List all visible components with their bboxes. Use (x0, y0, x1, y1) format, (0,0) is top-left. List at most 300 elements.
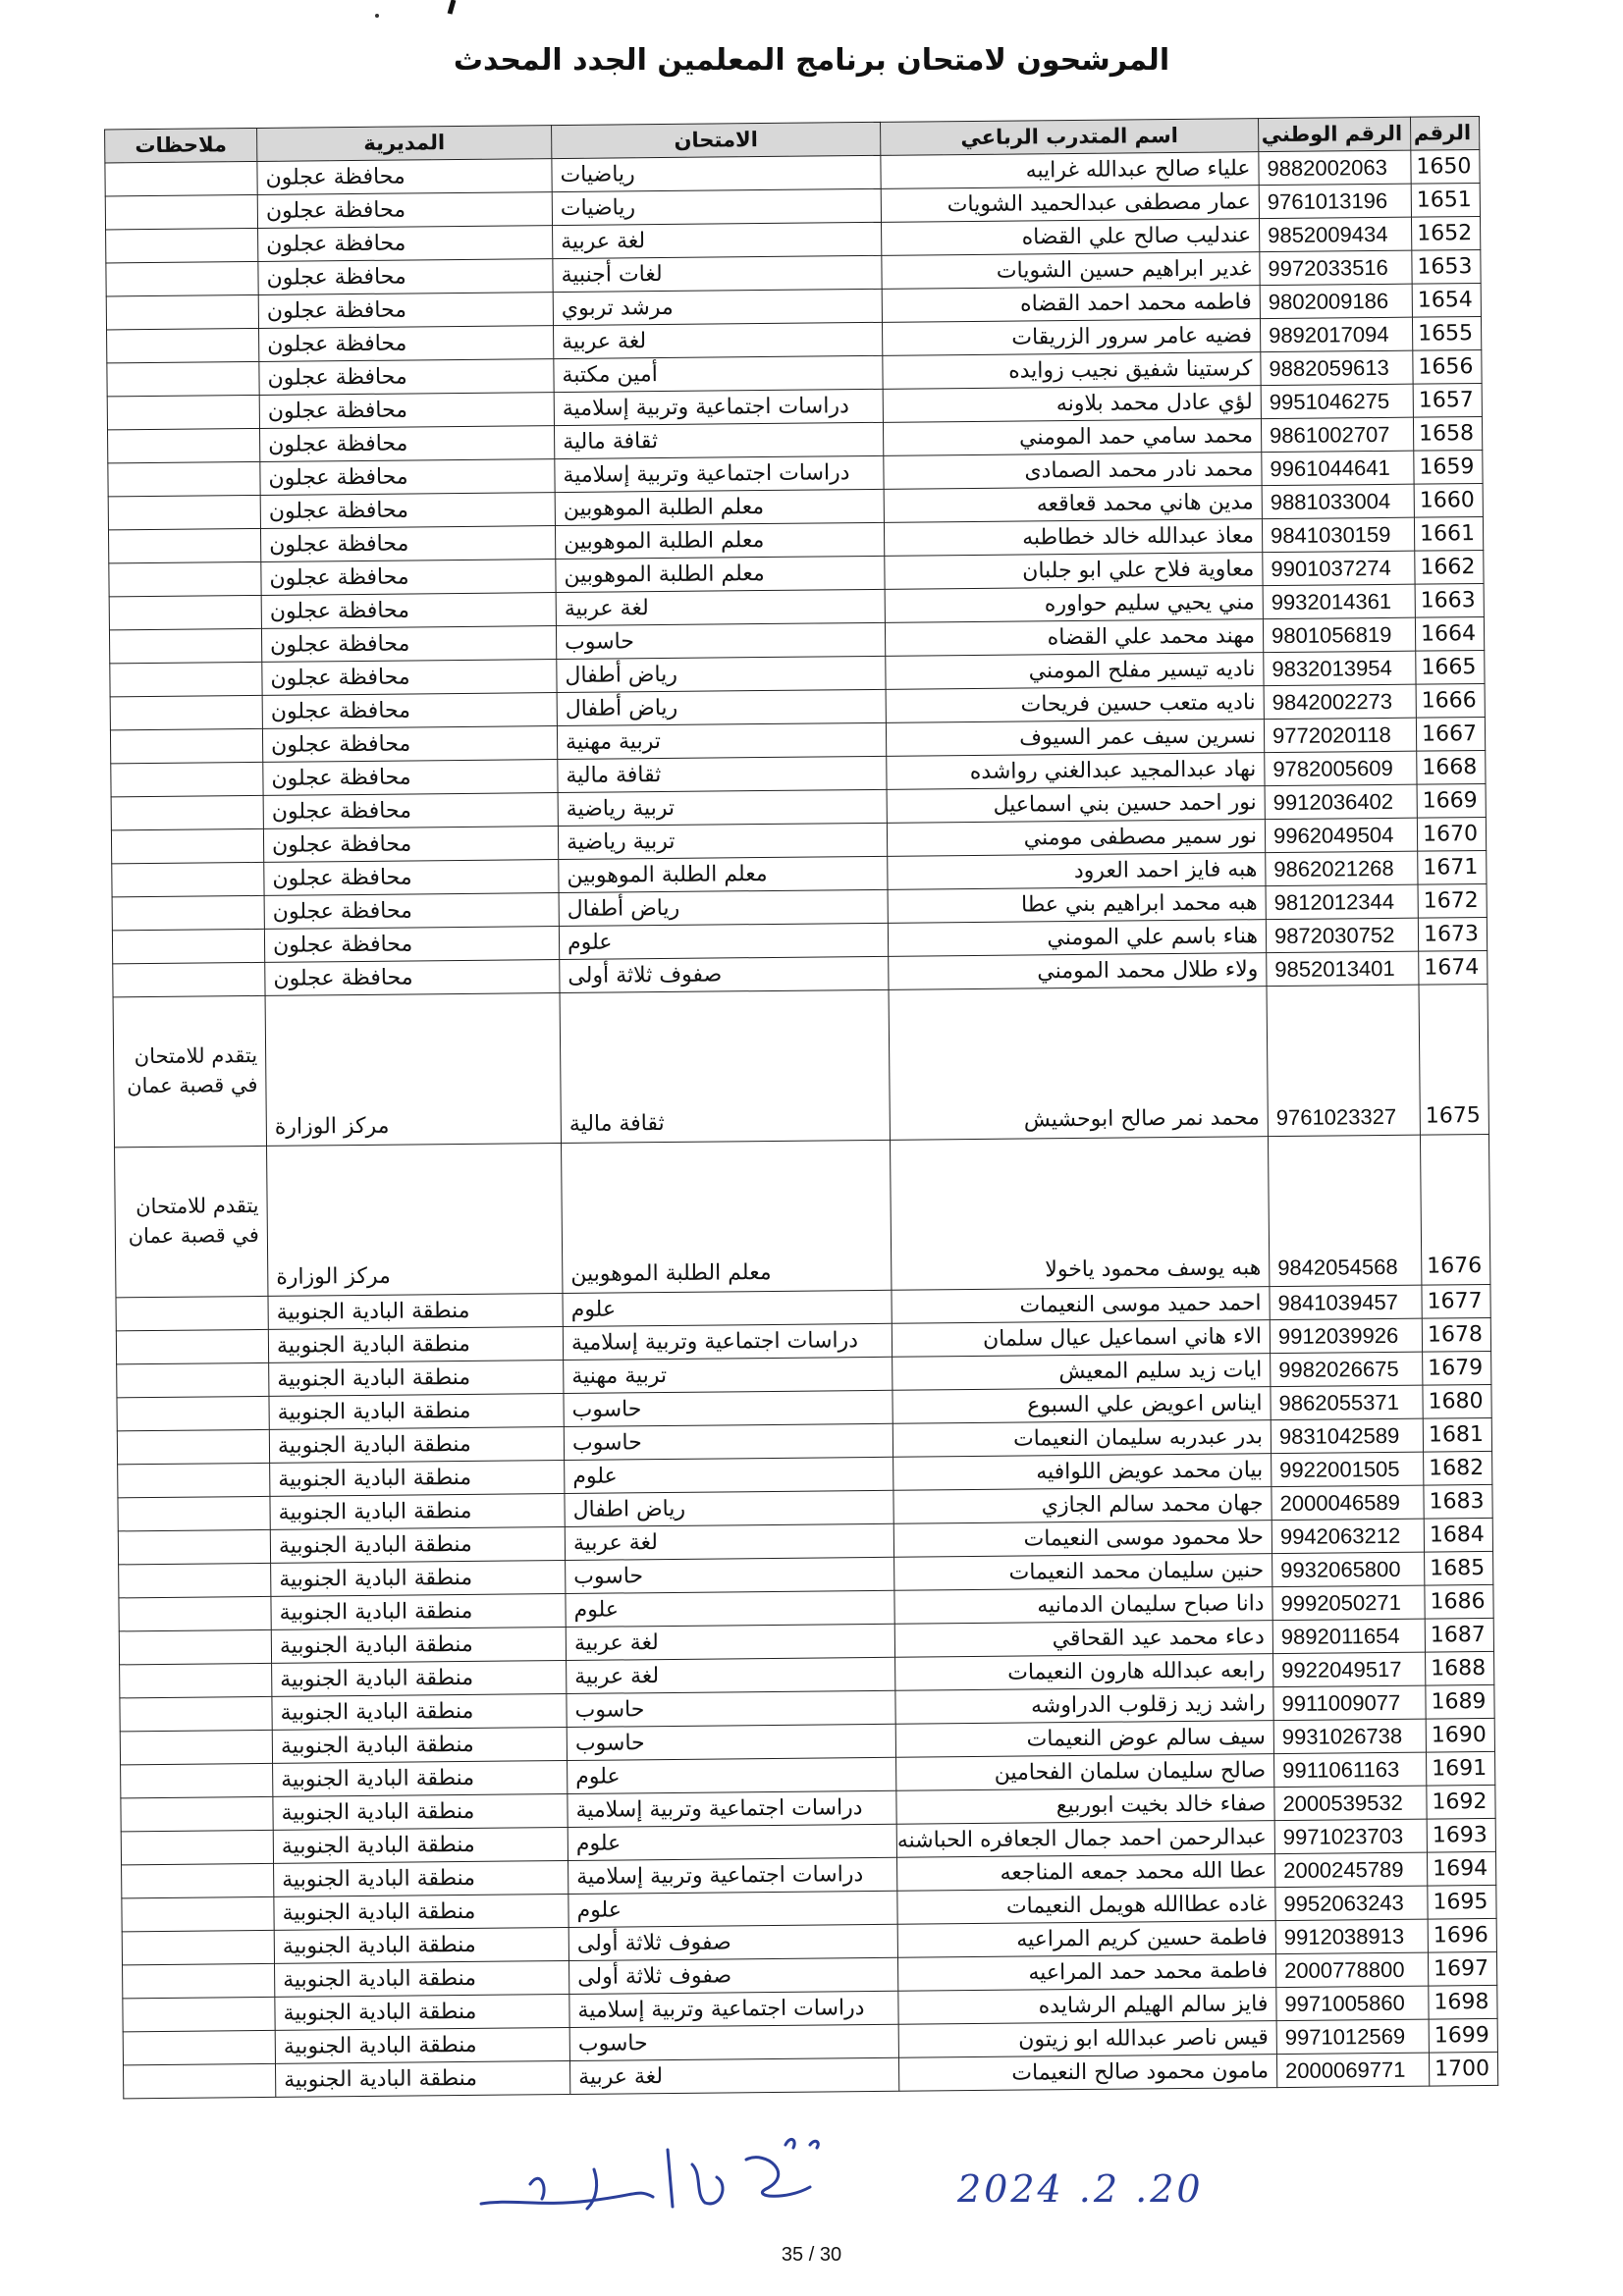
directorate-cell: منطقة البادية الجنوبية (274, 1894, 568, 1930)
trainee-name-cell: مدين هاني محمد قعاقعه (884, 486, 1262, 523)
directorate-cell: محافظة عجلون (258, 293, 553, 329)
exam-cell: معلم الطلبة الموهوبين (562, 1140, 892, 1293)
trainee-name-cell: نهاد عبدالمجيد عبدالغني رواشده (887, 753, 1265, 790)
directorate-cell: منطقة البادية الجنوبية (270, 1527, 565, 1564)
exam-cell: ثقافة مالية (554, 422, 883, 458)
notes-cell (122, 1930, 274, 1964)
directorate-cell: محافظة عجلون (264, 860, 559, 896)
trainee-name-cell: محمد سامي حمد المومني (883, 419, 1261, 456)
exam-cell: لغة عربية (565, 1523, 893, 1560)
exam-cell: دراسات اجتماعية وتربية إسلامية (569, 1991, 898, 2027)
row-number: 1653 (1412, 249, 1481, 284)
trainee-name-cell: بدر عبدربه سليمان النعيمات (893, 1420, 1271, 1458)
directorate-cell: محافظة عجلون (258, 226, 553, 262)
notes-cell (119, 1596, 271, 1630)
exam-cell: دراسات اجتماعية وتربية إسلامية (568, 1857, 897, 1894)
national-id-cell: 9842002273 (1264, 684, 1416, 719)
exam-cell: صفوف ثلاثة أولى (568, 1957, 897, 1994)
row-number: 1662 (1415, 550, 1484, 584)
national-id-cell: 9862055371 (1271, 1385, 1423, 1419)
exam-cell: لغة عربية (553, 222, 882, 258)
national-id-cell: 2000778800 (1275, 1952, 1428, 1987)
trainee-name-cell: الاء هاني اسماعيل عيال سلمان (892, 1320, 1270, 1358)
trainee-name-cell: لؤي عادل محمد بلاونه (883, 386, 1261, 423)
directorate-cell: منطقة البادية الجنوبية (273, 1793, 568, 1830)
directorate-cell: منطقة البادية الجنوبية (272, 1694, 567, 1731)
national-id-cell: 9832013954 (1264, 651, 1416, 685)
trainee-name-cell: عندليب صالح علي القضاه (882, 219, 1260, 256)
row-number: 1694 (1427, 1851, 1495, 1886)
directorate-cell: محافظة عجلون (262, 726, 557, 763)
trainee-name-cell: غدير ابراهيم حسين الشويات (882, 252, 1260, 290)
national-id-cell: 9911009077 (1273, 1685, 1426, 1720)
national-id-cell: 9952063243 (1275, 1886, 1428, 1920)
row-number: 1686 (1425, 1584, 1493, 1619)
national-id-cell: 9841039457 (1270, 1285, 1422, 1319)
directorate-cell: محافظة عجلون (259, 359, 554, 396)
row-number: 1683 (1424, 1484, 1492, 1519)
notes-cell (110, 695, 262, 729)
row-number: 1656 (1413, 349, 1482, 384)
national-id-cell: 2000245789 (1274, 1852, 1427, 1887)
trainee-name-cell: دانا صباح سليمان الدمانيه (894, 1587, 1272, 1625)
row-number: 1668 (1417, 750, 1486, 784)
directorate-cell: محافظة عجلون (260, 459, 555, 496)
directorate-cell: منطقة البادية الجنوبية (272, 1728, 567, 1764)
notes-cell: يتقدم للامتحان في قصبة عمان (115, 1146, 268, 1297)
row-number: 1693 (1427, 1818, 1495, 1852)
exam-cell: علوم (566, 1590, 894, 1627)
trainee-name-cell: قيس ناصر عبدالله ابو زيتون (898, 2021, 1276, 2058)
national-id-cell: 9872030752 (1266, 918, 1418, 952)
row-number: 1685 (1425, 1551, 1493, 1585)
candidates-sheet (105, 116, 1498, 2099)
national-id-cell: 9912039926 (1270, 1318, 1422, 1353)
row-number: 1691 (1427, 1751, 1495, 1786)
trainee-name-cell: هبه فايز احمد العرود (888, 853, 1266, 890)
directorate-cell: منطقة البادية الجنوبية (271, 1628, 566, 1664)
directorate-cell: محافظة عجلون (264, 927, 559, 963)
notes-cell (121, 1796, 273, 1831)
national-id-cell: 9942063212 (1271, 1519, 1424, 1553)
trainee-name-cell: ايناس اعويض علي السبوع (893, 1387, 1271, 1424)
notes-cell (116, 1296, 268, 1330)
notes-cell (105, 161, 257, 195)
notes-cell (112, 929, 264, 963)
notes-cell (108, 495, 260, 529)
row-number: 1677 (1422, 1284, 1490, 1318)
national-id-cell: 9912036402 (1265, 784, 1417, 819)
exam-cell: دراسات اجتماعية وتربية إسلامية (568, 1790, 896, 1827)
trainee-name-cell: دعاء محمد عيد القحاقي (894, 1621, 1272, 1658)
directorate-cell: محافظة عجلون (263, 760, 558, 796)
directorate-cell: منطقة البادية الجنوبية (271, 1594, 566, 1630)
exam-cell: علوم (559, 923, 888, 959)
notes-cell (117, 1362, 269, 1397)
signature-date: 20. 2. 2024 (957, 2167, 1204, 2211)
notes-cell (111, 795, 263, 829)
row-number: 1690 (1426, 1718, 1494, 1752)
trainee-name-cell: فاطمة محمد حمد المراعيه (897, 1954, 1275, 1992)
row-number: 1687 (1425, 1618, 1493, 1652)
exam-cell: رياض أطفال (557, 689, 886, 725)
trainee-name-cell: ايات زيد سليم المعيش (893, 1354, 1271, 1391)
row-number: 1695 (1428, 1885, 1496, 1919)
notes-cell (118, 1463, 270, 1497)
directorate-cell: محافظة عجلون (258, 259, 553, 295)
row-number: 1663 (1415, 583, 1484, 617)
national-id-cell: 9972033516 (1260, 250, 1412, 285)
notes-cell (108, 461, 260, 496)
exam-cell: ثقافة مالية (558, 756, 887, 792)
notes-cell (105, 194, 257, 229)
directorate-cell: محافظة عجلون (259, 426, 554, 462)
exam-cell: علوم (568, 1757, 896, 1793)
notes-cell (122, 1896, 274, 1931)
directorate-cell: منطقة البادية الجنوبية (268, 1294, 563, 1330)
trainee-name-cell: مهند محمد علي القضاه (885, 619, 1263, 657)
page-number: 30 / 35 (781, 2244, 842, 2266)
notes-cell (120, 1696, 272, 1731)
national-id-cell: 9892017094 (1260, 317, 1412, 351)
trainee-name-cell: هناء باسم علي المومني (888, 920, 1266, 957)
trainee-name-cell: جهان محمد سالم الجازي (893, 1487, 1271, 1524)
national-id-cell: 9852009434 (1259, 217, 1411, 251)
exam-cell: رياضيات (552, 188, 881, 225)
row-number: 1655 (1412, 316, 1481, 350)
row-number: 1660 (1414, 483, 1483, 517)
directorate-cell: محافظة عجلون (260, 493, 555, 529)
exam-cell: حاسوب (564, 1390, 893, 1426)
national-id-cell: 9852013401 (1267, 951, 1419, 986)
national-id-cell: 9922049517 (1273, 1652, 1426, 1686)
national-id-cell: 9882059613 (1261, 350, 1413, 385)
row-number: 1665 (1416, 650, 1485, 684)
notes-cell (107, 328, 259, 362)
notes-cell (116, 1329, 268, 1363)
row-number: 1681 (1423, 1417, 1491, 1452)
national-id-cell: 9992050271 (1272, 1585, 1425, 1620)
header-national-id: الرقم الوطني (1259, 117, 1411, 151)
national-id-cell: 9982026675 (1271, 1352, 1423, 1386)
exam-cell: علوم (568, 1824, 896, 1860)
notes-cell (106, 294, 258, 329)
notes-cell (121, 1763, 273, 1797)
exam-cell: لغة عربية (567, 1657, 895, 1693)
notes-cell (119, 1629, 271, 1664)
national-id-cell: 9901037274 (1263, 551, 1415, 585)
national-id-cell: 9882002063 (1259, 150, 1411, 185)
directorate-cell: منطقة البادية الجنوبية (274, 1927, 568, 1963)
notes-cell (113, 962, 265, 996)
notes-cell (119, 1563, 271, 1597)
exam-cell: معلم الطلبة الموهوبين (555, 489, 884, 525)
notes-cell (111, 828, 263, 863)
directorate-cell: منطقة البادية الجنوبية (275, 1994, 569, 2030)
directorate-cell: منطقة البادية الجنوبية (269, 1427, 564, 1464)
notes-cell (123, 1963, 275, 1998)
notes-cell (108, 428, 260, 462)
trainee-name-cell: سيف سالم عوض النعيمات (895, 1721, 1273, 1758)
directorate-cell: محافظة عجلون (264, 893, 559, 930)
exam-cell: حاسوب (566, 1557, 894, 1593)
directorate-cell: محافظة عجلون (260, 526, 555, 562)
trainee-name-cell: حنين سليمان محمد النعيمات (894, 1554, 1272, 1591)
trainee-name-cell: صالح سليمان سلمان الفحامين (896, 1754, 1274, 1791)
national-id-cell: 9842054568 (1268, 1135, 1421, 1286)
national-id-cell: 9761023327 (1267, 985, 1420, 1136)
directorate-cell: منطقة البادية الجنوبية (274, 1860, 568, 1896)
trainee-name-cell: ناديه متعب حسين فريحات (886, 686, 1264, 723)
national-id-cell: 9971005860 (1276, 1986, 1429, 2020)
exam-cell: تربية مهنية (557, 722, 886, 759)
trainee-name-cell: مني يحيي سليم حواوره (885, 586, 1263, 623)
national-id-cell: 9861002707 (1261, 417, 1413, 452)
trainee-name-cell: فايز سالم الهيلم الرشايده (898, 1988, 1276, 2025)
national-id-cell: 9772020118 (1264, 718, 1416, 752)
national-id-cell: 9932065800 (1272, 1552, 1425, 1586)
national-id-cell: 9862021268 (1266, 851, 1418, 885)
row-number: 1689 (1426, 1684, 1494, 1719)
notes-cell (118, 1496, 270, 1530)
national-id-cell: 9962049504 (1265, 818, 1417, 852)
trainee-name-cell: احمد حميد موسى النعيمات (892, 1287, 1270, 1324)
notes-cell (117, 1429, 269, 1464)
exam-cell: رياض أطفال (557, 656, 886, 692)
national-id-cell: 9841030159 (1262, 517, 1414, 552)
directorate-cell: محافظة عجلون (259, 326, 554, 362)
exam-cell: لغة عربية (569, 2057, 898, 2094)
notes-cell: يتقدم للامتحان في قصبة عمان (113, 995, 266, 1147)
directorate-cell: محافظة عجلون (261, 593, 556, 629)
exam-cell: رياضيات (552, 155, 881, 191)
trainee-name-cell: هبه يوسف محمود ياخولا (890, 1137, 1269, 1291)
directorate-cell: محافظة عجلون (259, 393, 554, 429)
exam-cell: لغة عربية (556, 589, 885, 625)
trainee-name-cell: راشد زيد زقلوب الدراوشه (895, 1687, 1273, 1725)
notes-cell (121, 1830, 273, 1864)
trainee-name-cell: هبه محمد ابراهيم بني عطا (888, 886, 1266, 924)
trainee-name-cell: عبدالرحمن احمد جمال الجعافره الحباشنه (896, 1821, 1274, 1858)
exam-cell: حاسوب (567, 1690, 895, 1727)
national-id-cell: 9922001505 (1271, 1452, 1424, 1486)
header-notes: ملاحظات (105, 128, 257, 162)
directorate-cell: منطقة البادية الجنوبية (273, 1827, 568, 1863)
national-id-cell: 9911061163 (1274, 1752, 1427, 1787)
trainee-name-cell: معاوية فلاح علي ابو جلبان (885, 553, 1263, 590)
directorate-cell: منطقة البادية الجنوبية (269, 1361, 564, 1397)
trainee-name-cell: محمد نادر محمد الصمادى (884, 453, 1262, 490)
national-id-cell: 2000046589 (1271, 1485, 1424, 1520)
row-number: 1672 (1418, 883, 1487, 918)
row-number: 1667 (1416, 717, 1485, 751)
notes-cell (109, 628, 261, 663)
row-number: 1688 (1426, 1651, 1494, 1685)
row-number: 1659 (1414, 450, 1483, 484)
page-title: المرشحون لامتحان برنامج المعلمين الجدد المحدث (453, 43, 1170, 78)
exam-cell: دراسات اجتماعية وتربية إسلامية (554, 389, 883, 425)
notes-cell (117, 1396, 269, 1430)
national-id-cell: 9812012344 (1266, 884, 1418, 919)
row-number: 1697 (1428, 1951, 1496, 1986)
row-number: 1664 (1415, 616, 1484, 651)
national-id-cell: 9782005609 (1265, 751, 1417, 785)
directorate-cell: محافظة عجلون (263, 827, 558, 863)
national-id-cell: 9912038913 (1275, 1919, 1428, 1953)
trainee-name-cell: حلا محمود موسى النعيمات (893, 1521, 1271, 1558)
trainee-name-cell: صفاء خالد بخيت ابوربيع (896, 1788, 1274, 1825)
row-number: 1675 (1419, 984, 1488, 1135)
exam-cell: أمين مكتبة (554, 355, 883, 392)
national-id-cell: 9881033004 (1262, 484, 1414, 518)
row-number: 1666 (1416, 683, 1485, 718)
row-number: 1670 (1417, 817, 1486, 851)
notes-cell (118, 1529, 270, 1564)
trainee-name-cell: كرستينا شفيق نجيب زوايده (883, 352, 1261, 390)
national-id-cell: 9932014361 (1263, 584, 1415, 618)
directorate-cell: منطقة البادية الجنوبية (269, 1394, 564, 1430)
exam-cell: دراسات اجتماعية وتربية إسلامية (563, 1323, 892, 1360)
row-number: 1673 (1418, 917, 1487, 951)
notes-cell (122, 1863, 274, 1897)
directorate-cell: محافظة عجلون (262, 660, 557, 696)
row-number: 1692 (1427, 1785, 1495, 1819)
directorate-cell: محافظة عجلون (262, 693, 557, 729)
trainee-name-cell: عطا الله محمد جمعه المناجعه (897, 1854, 1275, 1892)
row-number: 1657 (1413, 383, 1482, 417)
directorate-cell: منطقة البادية الجنوبية (275, 1960, 569, 1997)
directorate-cell: منطقة البادية الجنوبية (275, 2060, 569, 2097)
national-id-cell: 9761013196 (1259, 184, 1411, 218)
notes-cell (107, 395, 259, 429)
exam-cell: صفوف ثلاثة أولى (560, 956, 889, 992)
exam-cell: رياض اطفال (565, 1490, 893, 1526)
notes-cell (123, 2030, 275, 2064)
notes-cell (106, 261, 258, 295)
notes-cell (106, 228, 258, 262)
row-number: 1671 (1418, 850, 1487, 884)
exam-cell: معلم الطلبة الموهوبين (559, 856, 888, 892)
row-number: 1651 (1411, 184, 1480, 218)
notes-cell (120, 1663, 272, 1697)
national-id-cell: 9801056819 (1263, 617, 1415, 652)
row-number: 1674 (1419, 950, 1488, 985)
row-number: 1678 (1422, 1317, 1490, 1352)
trainee-name-cell: فاطمه محمد احمد القضاه (882, 286, 1260, 323)
national-id-cell: 9971023703 (1274, 1819, 1427, 1853)
header-num: الرقم (1411, 117, 1480, 151)
row-number: 1700 (1429, 2052, 1497, 2086)
notes-cell (108, 528, 260, 562)
directorate-cell: مركز الوزارة (265, 993, 561, 1147)
directorate-cell: منطقة البادية الجنوبية (273, 1760, 568, 1796)
exam-cell: رياض أطفال (559, 889, 888, 926)
directorate-cell: محافظة عجلون (261, 560, 556, 596)
notes-cell (110, 728, 262, 763)
row-number: 1658 (1413, 416, 1482, 451)
trainee-name-cell: نور سمير مصطفى مومني (887, 820, 1265, 857)
directorate-cell: منطقة البادية الجنوبية (271, 1561, 566, 1597)
exam-cell: علوم (565, 1457, 893, 1493)
exam-cell: علوم (568, 1891, 897, 1927)
directorate-cell: منطقة البادية الجنوبية (272, 1661, 567, 1697)
trainee-name-cell: بيان محمد عويض اللوافيه (893, 1454, 1271, 1491)
exam-cell: حاسوب (564, 1423, 893, 1460)
exam-cell: حاسوب (567, 1724, 895, 1760)
directorate-cell: محافظة عجلون (261, 626, 556, 663)
trainee-name-cell: علياء صالح عبدالله غرايبه (881, 152, 1259, 189)
header-name: اسم المتدرب الرباعي (881, 119, 1259, 156)
directorate-cell: محافظة عجلون (265, 960, 560, 996)
national-id-cell: 2000539532 (1274, 1786, 1427, 1820)
exam-cell: تربية رياضية (558, 823, 887, 859)
table-row (115, 1134, 1490, 1297)
notes-cell (123, 1997, 275, 2031)
national-id-cell: 2000069771 (1276, 2053, 1429, 2087)
trainee-name-cell: فاطمة حسين كريم المراعيه (897, 1921, 1275, 1958)
trainee-name-cell: ولاء طلال محمد المومني (889, 953, 1267, 990)
trainee-name-cell: مامون محمود صالح النعيمات (898, 2055, 1276, 2092)
trainee-name-cell: غاده عطاالله هويمل النعيمات (897, 1888, 1275, 1925)
directorate-cell: محافظة عجلون (263, 793, 558, 829)
handwritten-signature (471, 2130, 982, 2248)
row-number: 1684 (1424, 1518, 1492, 1552)
candidates-table (104, 116, 1498, 2099)
trainee-name-cell: رابعه عبدالله هارون النعيمات (895, 1654, 1273, 1691)
notes-cell (109, 595, 261, 629)
exam-cell: ثقافة مالية (560, 989, 890, 1143)
scan-marks (353, 0, 491, 39)
header-directorate: المديرية (257, 126, 552, 162)
exam-cell: مرشد تربوي (553, 289, 882, 325)
exam-cell: معلم الطلبة الموهوبين (556, 556, 885, 592)
trainee-name-cell: نسرين سيف عمر السيوف (886, 720, 1264, 757)
row-number: 1652 (1411, 217, 1480, 251)
exam-cell: لغة عربية (566, 1624, 894, 1660)
notes-cell (112, 895, 264, 930)
directorate-cell: منطقة البادية الجنوبية (270, 1494, 565, 1530)
notes-cell (112, 862, 264, 896)
row-number: 1654 (1412, 283, 1481, 317)
notes-cell (111, 762, 263, 796)
exam-cell: معلم الطلبة الموهوبين (555, 522, 884, 559)
national-id-cell: 9931026738 (1273, 1719, 1426, 1753)
notes-cell (110, 662, 262, 696)
national-id-cell: 9802009186 (1260, 284, 1412, 318)
directorate-cell: منطقة البادية الجنوبية (268, 1327, 563, 1363)
directorate-cell: منطقة البادية الجنوبية (270, 1461, 565, 1497)
directorate-cell: محافظة عجلون (257, 192, 552, 229)
table-body (105, 150, 1498, 2099)
directorate-cell: مركز الوزارة (267, 1144, 563, 1297)
notes-cell (107, 361, 259, 396)
notes-cell (109, 561, 261, 596)
row-number: 1680 (1423, 1384, 1491, 1418)
national-id-cell: 9961044641 (1262, 451, 1414, 485)
national-id-cell: 9951046275 (1261, 384, 1413, 418)
table-row (113, 984, 1488, 1147)
notes-cell (120, 1730, 272, 1764)
exam-cell: تربية رياضية (558, 789, 887, 826)
exam-cell: دراسات اجتماعية وتربية إسلامية (555, 455, 884, 492)
national-id-cell: 9831042589 (1271, 1418, 1423, 1453)
row-number: 1696 (1428, 1918, 1496, 1952)
row-number: 1650 (1411, 150, 1480, 185)
notes-cell (123, 2063, 275, 2098)
header-exam: الامتحان (552, 122, 881, 158)
exam-cell: لغات أجنبية (553, 255, 882, 292)
exam-cell: صفوف ثلاثة أولى (568, 1924, 897, 1960)
